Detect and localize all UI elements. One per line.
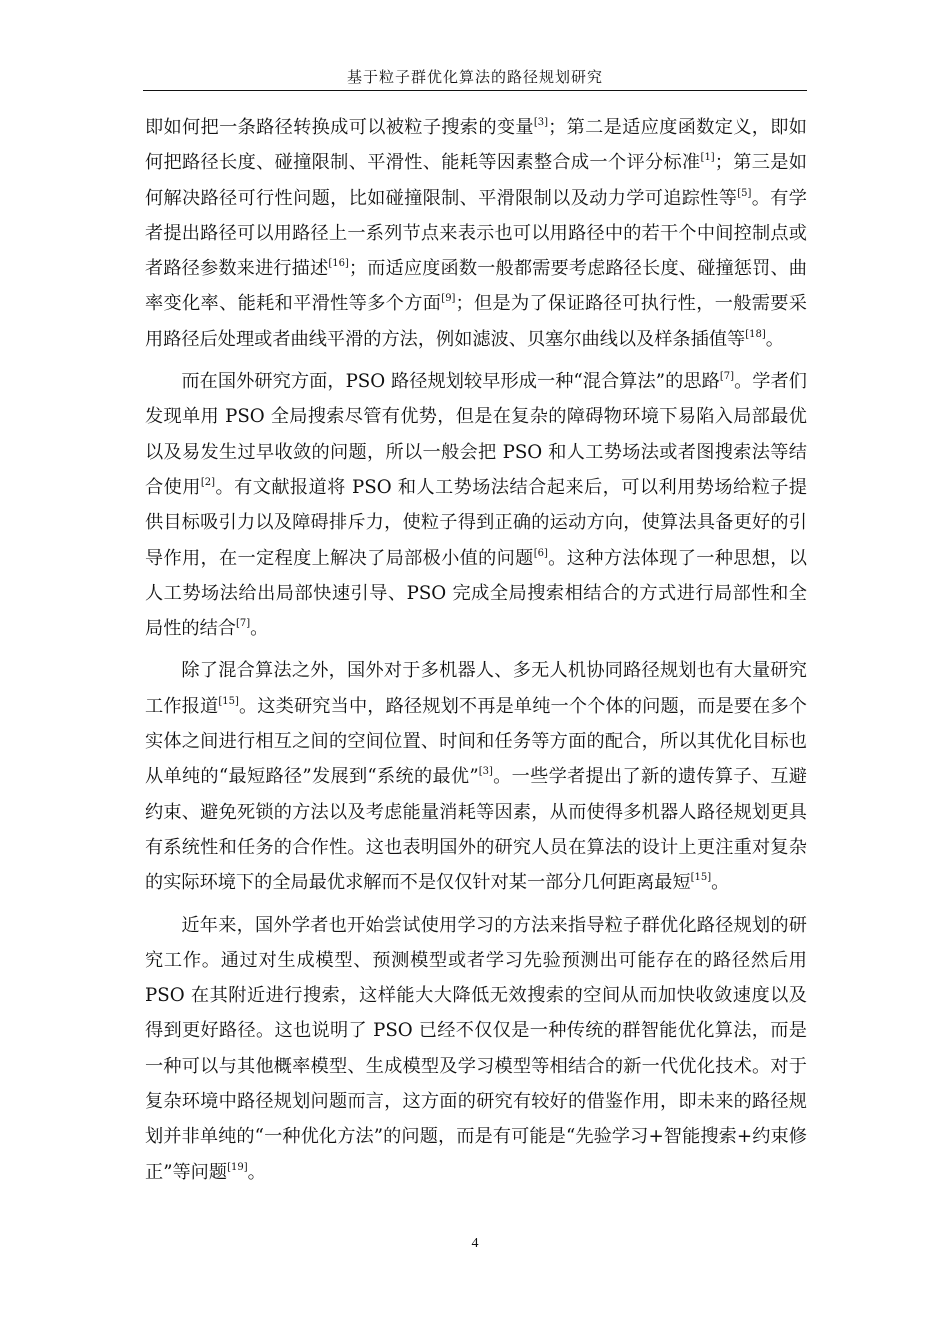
running-header: 基于粒子群优化算法的路径规划研究	[346, 68, 603, 86]
text-run: 。	[711, 872, 730, 894]
text-run: 除了混合算法之外，国外对于多机器人、多无人机协同路径规划也有大量研究工作报道	[145, 660, 807, 717]
text-run: ；而适应度函数一般都需要考虑路径长度、碰撞惩罚、曲率变化率、能耗和平滑性等多个方面	[145, 258, 807, 315]
text-run: 。这种方法体现了一种思想，以人工势场法给出局部快速引导、PSO 完成全局搜索相结合的方式进行局部性和全局性的结合	[145, 547, 807, 640]
text-run: 。这类研究当中，路径规划不再是单纯一个个体的问题，而是要在多个实体之间进行相互之间的空间位置、时间和任务等方面的配合，所以其优化目标也从单纯的“最短路径”发展到“系统的最优”	[145, 695, 807, 788]
citation-ref: [3]	[533, 117, 549, 128]
citation-ref: [3]	[478, 766, 493, 778]
text-run: 。学者们发现单用 PSO 全局搜索尽管有优势，但是在复杂的障碍物环境下易陷入局部最优以及易发生过早收敛的问题，所以一般会把 PSO 和人工势场法或者图搜索法等结合使用	[145, 371, 807, 498]
text-run: 。有文献报道将 PSO 和人工势场法结合起来后，可以利用势场给粒子提供目标吸引力以及障碍排斥力，使粒子得到正确的运动方向，使算法具备更好的引导作用，在一定程度上解决了局部极小值的问题	[145, 476, 807, 569]
text-run: ；第三是如何解决路径可行性问题，比如碰撞限制、平滑限制以及动力学可追踪性等	[145, 152, 807, 209]
citation-ref: [2]	[200, 476, 216, 488]
citation-ref: [5]	[737, 187, 752, 199]
body-text	[145, 110, 807, 1197]
paragraph	[145, 110, 807, 357]
citation-ref: [1]	[700, 152, 715, 164]
citation-ref: [7]	[235, 618, 251, 630]
text-run: 而在国外研究方面，PSO 路径规划较早形成一种“混合算法”的思路	[181, 371, 720, 393]
paragraph	[145, 908, 807, 1190]
citation-ref: [18]	[745, 328, 766, 340]
text-run: 。一些学者提出了新的遗传算子、互避约束、避免死锁的方法以及考虑能量消耗等因素，从而使得多机器人路径规划更具有系统性和任务的合作性。这也表明国外的研究人员在算法的设计上更注重对复杂的实际环境下的全局最优求解而不是仅仅针对某一部分几何距离最短	[145, 766, 807, 894]
text-run: 。	[765, 328, 784, 350]
text-run: 。	[250, 618, 269, 640]
citation-ref: [15]	[218, 695, 239, 707]
paragraph	[145, 364, 807, 646]
page-number: 4	[471, 1236, 479, 1251]
text-run: 。有学者提出路径可以用路径上一系列节点来表示也可以用路径中的若干个中间控制点或者路径参数来进行描述	[145, 187, 807, 280]
citation-ref: [19]	[227, 1161, 248, 1173]
text-run: 。	[247, 1161, 266, 1183]
text-run: ；第二是适应度函数定义，即如何把路径长度、碰撞限制、平滑性、能耗等因素整合成一个评分标准	[145, 117, 807, 174]
citation-ref: [6]	[533, 547, 548, 559]
text-run: ；但是为了保证路径可执行性，一般需要采用路径后处理或者曲线平滑的方法，例如滤波、贝塞尔曲线以及样条插值等	[145, 293, 807, 350]
text-run: 近年来，国外学者也开始尝试使用学习的方法来指导粒子群优化路径规划的研究工作。通过对生成模型、预测模型或者学习先验预测出可能存在的路径然后用 PSO 在其附近进行搜索，这样能大大降低无效搜索的空间从而加快收敛速度以及得到更好路径。这也说明了 PSO 已经不仅仅是一种传统的群智能优化算法，而是一种可以与其他概率模型、生成模型及学习模型等相结合的新一代优化技术。对于复杂环境中路径规划问题而言，这方面的研究有较好的借鉴作用，即未来的路径规划并非单纯的“一种优化方法”的问题，而是有可能是“先验学习+智能搜索+约束修正”等问题	[145, 914, 807, 1183]
citation-ref: [15]	[690, 872, 712, 884]
paragraph	[145, 653, 807, 900]
citation-ref: [16]	[328, 258, 349, 270]
text-run: 即如何把一条路径转换成可以被粒子搜索的变量	[145, 117, 534, 138]
citation-ref: [7]	[719, 371, 735, 383]
citation-ref: [9]	[441, 293, 456, 305]
header-rule	[143, 90, 807, 91]
